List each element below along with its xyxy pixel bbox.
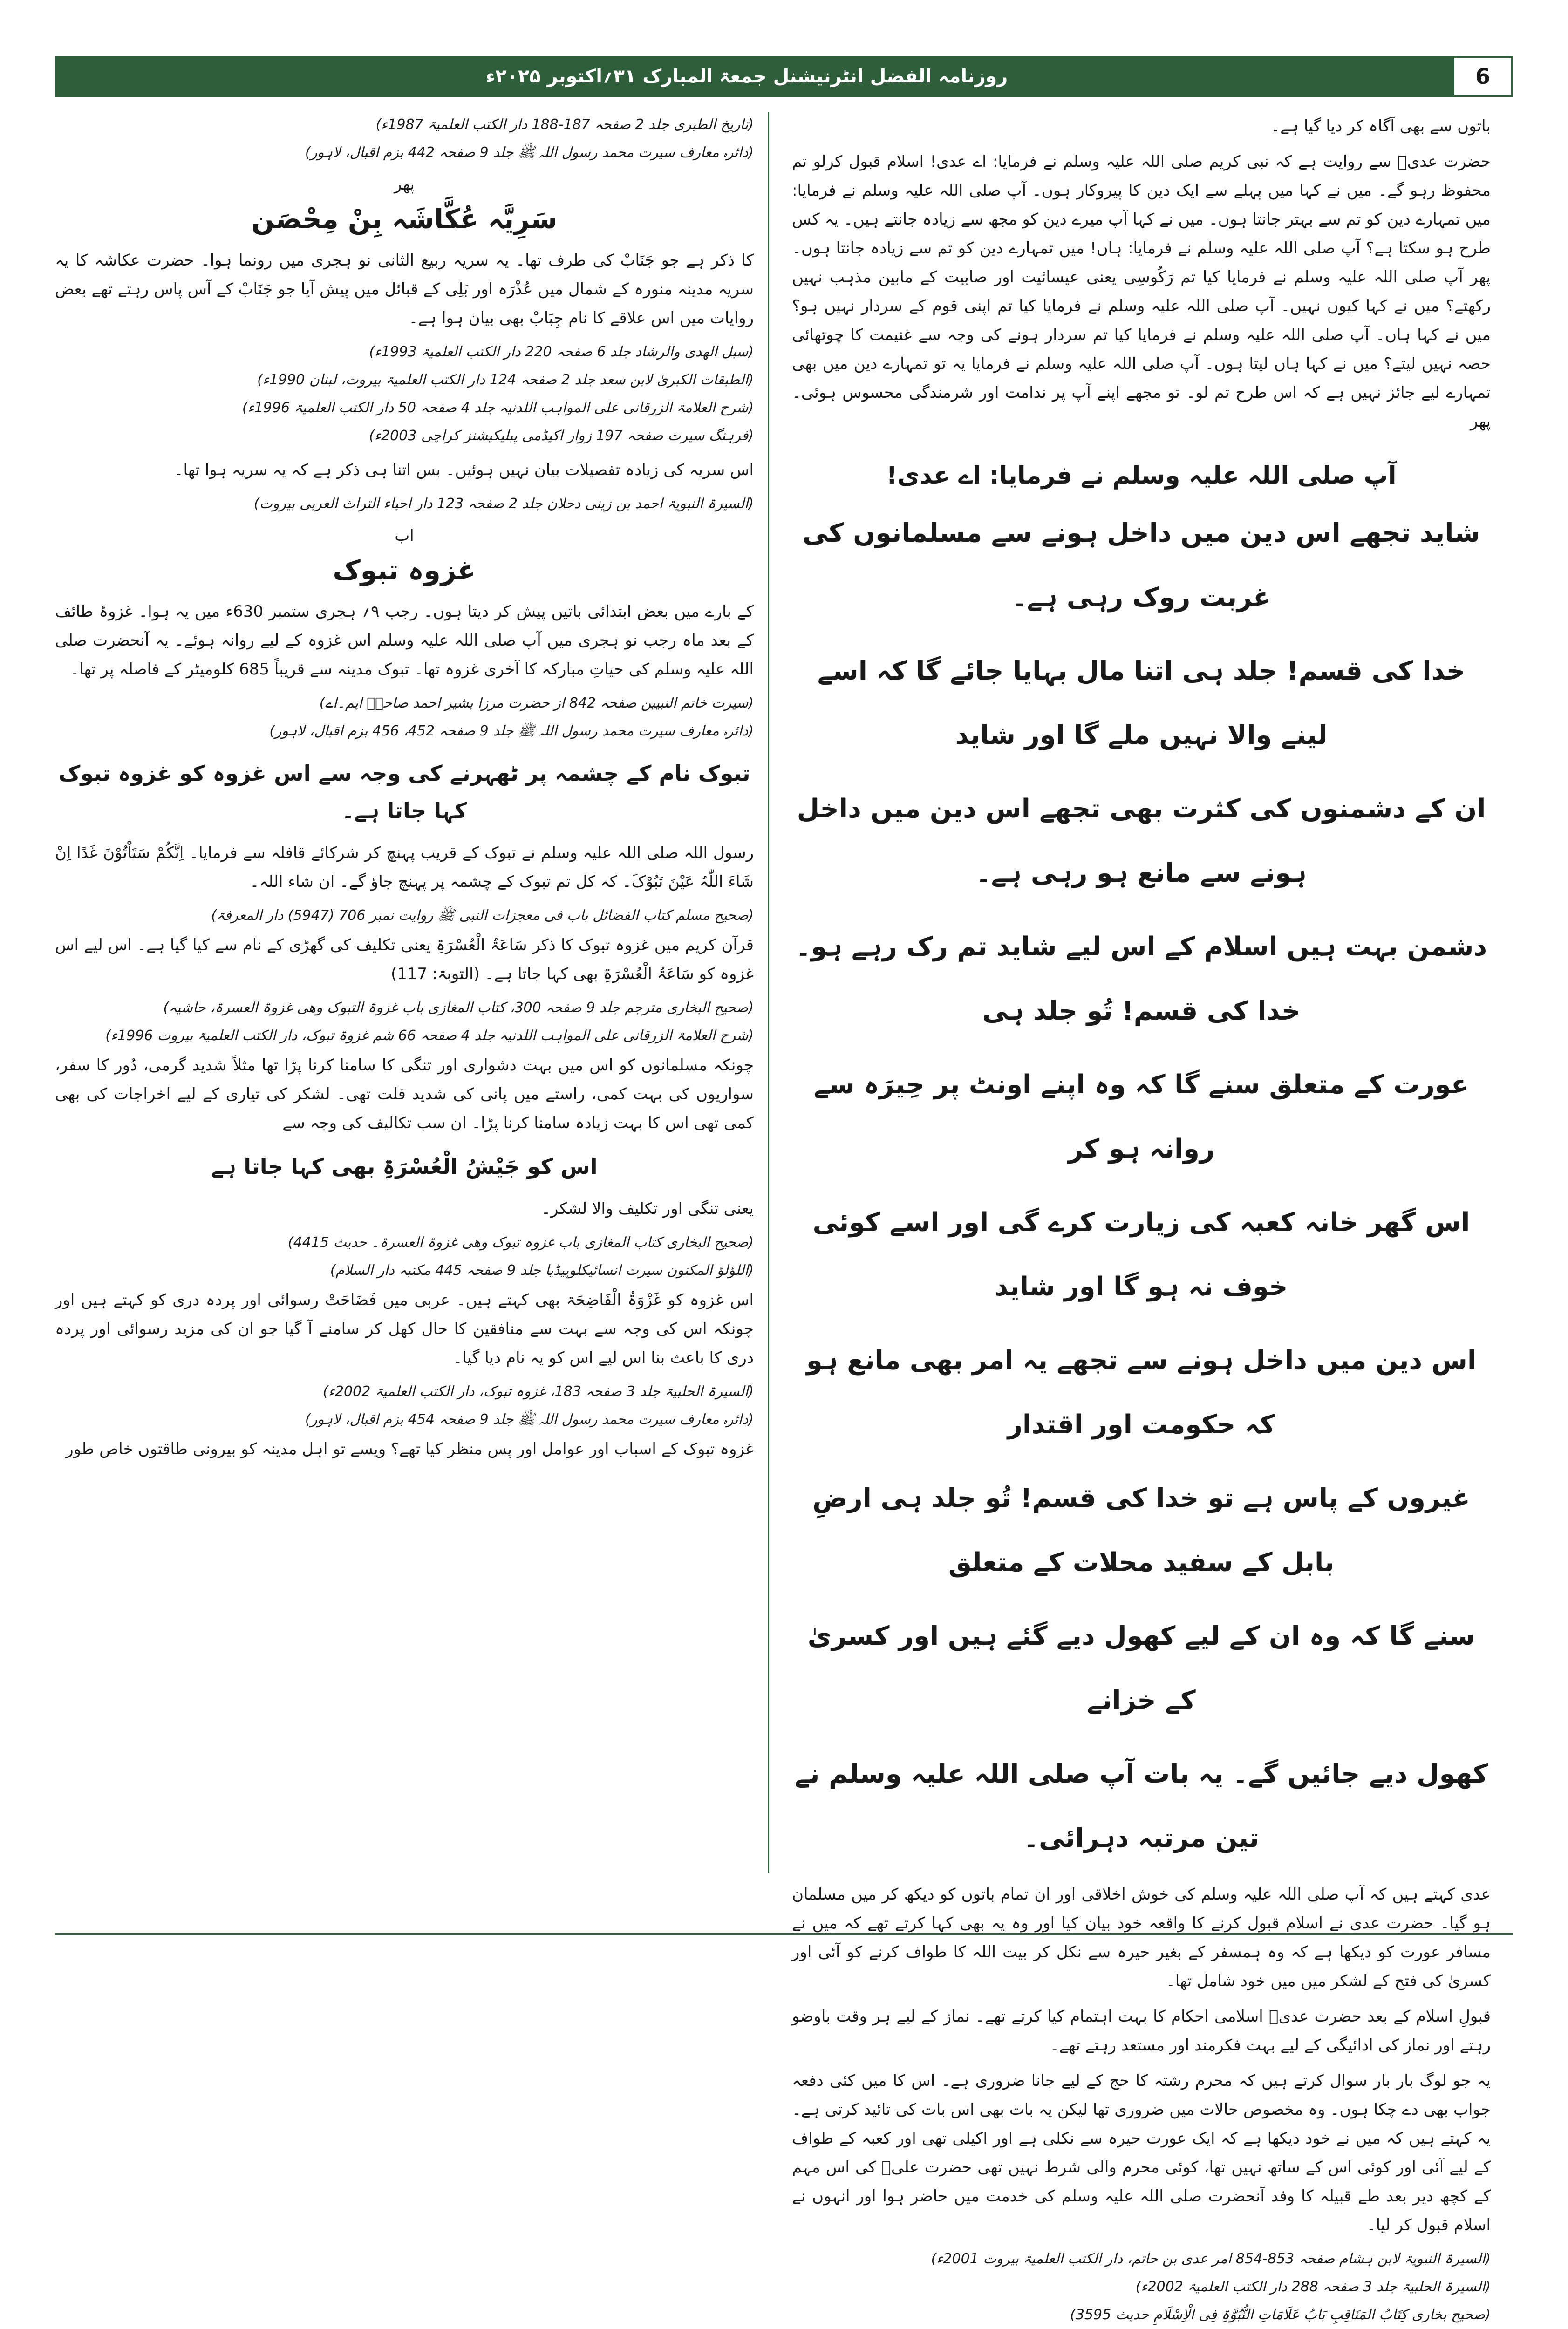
header-title: روزنامہ الفضل انٹرنیشنل جمعۃ المبارک ۳۱؍اکتوبر ۲۰۲۵ء <box>485 66 1008 87</box>
quote-line: ان کے دشمنوں کی کثرت بھی تجھے اس دین میں داخل ہونے سے مانع ہو رہی ہے۔ <box>797 794 1486 888</box>
right-para-2: عدی کہتے ہیں کہ آپ صلی اللہ علیہ وسلم کی خوش اخلاقی اور ان تمام باتوں کو دیکھ کر میں مسلمان ہو گیا۔ حضرت عدی نے اسلام قبول کرنے کا واقعہ خود بیان کیا اور وہ یہ بھی کہا کرتے تھے کہ میں نے مسافر عورت کو دیکھا ہے کہ وہ ہمسفر کے بغیر حیرہ سے نکل کر بیت اللہ کا طواف کرنے کو آئی اور کسریٰ کی فتح کے لشکر میں میں خود شامل تھا۔ <box>792 1885 1491 1990</box>
right-intro: باتوں سے بھی آگاہ کر دیا گیا ہے۔ <box>1271 117 1491 136</box>
right-para-3: قبولِ اسلام کے بعد حضرت عدیؓ اسلامی احکام کا بہت اہتمام کیا کرتے تھے۔ نماز کے لیے ہر وقت باوضو رہتے اور نماز کی ادائیگی کے لیے بہت فکرمند اور مستعد رہتے تھے۔ <box>792 2007 1491 2055</box>
right-column <box>792 112 1491 2329</box>
left-para-3: کے بارے میں بعض ابتدائی باتیں پیش کر دیتا ہوں۔ رجب ۹؍ ہجری ستمبر 630ء میں یہ ہوا۔ غزوۂ طائف کے بعد ماہ رجب نو ہجری میں آپ صلی اللہ علیہ وسلم اس غزوہ کے لیے روانہ ہوئے۔ یہ آنحضرت صلی اللہ علیہ وسلم کی حیاتِ مبارکہ کا آخری غزوہ تھا۔ تبوک مدینہ سے قریباً 685 کلومیٹر کے فاصلہ پر تھا۔ <box>55 602 754 679</box>
quote-line: شاید تجھے اس دین میں داخل ہونے سے مسلمانوں کی غربت روک رہی ہے۔ <box>802 518 1480 613</box>
reference: (دائرہ معارف سیرت محمد رسول اللہ ﷺ جلد 9 صفحہ 442 بزم اقبال، لاہور) <box>305 144 754 161</box>
subheading-tabuk-spring: تبوک نام کے چشمہ پر ٹھہرنے کی وجہ سے اس غزوہ کو غزوہ تبوک کہا جاتا ہے۔ <box>58 761 750 823</box>
quote-line: عورت کے متعلق سنے گا کہ وہ اپنے اونٹ پر حِیرَہ سے روانہ ہو کر <box>813 1069 1469 1164</box>
left-para-1: کا ذکر ہے جو جَنَابْ کی طرف تھا۔ یہ سریہ ربیع الثانی نو ہجری میں رونما ہوا۔ حضرت عکاشہ کا یہ سریہ مدینہ منورہ کے شمال میں عُذْرَہ اور بَلِی کے قبائل میں پیش آیا جو جَنَابْ کے آس پاس رہتے تھے بعض روایات میں اس علاقے کا نام جِبَابْ بھی بیان ہوا ہے۔ <box>55 251 754 327</box>
reference: (صحیح البخاری مترجم جلد 9 صفحہ 300، کتاب المغازی باب غزوۃ التبوک وھی غزوۃ العسرۃ، حاشیہ) <box>163 1000 754 1016</box>
reference: (شرح العلامۃ الزرقانی علی المواہب اللدنیہ جلد 4 صفحہ 50 دار الکتب العلمیۃ 1996ء) <box>242 400 754 416</box>
page-number: 6 <box>1452 56 1513 97</box>
reference: (صحیح البخاری کتاب المغازی باب غزوہ تبوک وھی غزوۃ العسرۃ۔ حدیث 4415) <box>288 1234 754 1251</box>
reference: (السیرۃ النبویۃ احمد بن زینی دحلان جلد 2 صفحہ 123 دار احیاء التراث العربی بیروت) <box>254 496 754 512</box>
newspaper-header <box>55 56 1513 97</box>
reference: (صحیح بخاری کِتَابُ المَنَاقِبِ بَابُ عَلَامَاتِ النُّبُوَّۃِ فِی الْاِسْلَامِ حدیث 3595) <box>1070 2307 1491 2323</box>
reference: (اللؤلؤ المکنون سیرت انسائیکلوپیڈیا جلد 9 صفحہ 445 مکتبہ دار السلام) <box>330 1262 754 1279</box>
reference: (السیرۃ الحلبیۃ جلد 3 صفحہ 183، غزوہ تبوک، دار الکتب العلمیۃ 2002ء) <box>323 1383 754 1400</box>
quote-heading: آپ صلی اللہ علیہ وسلم نے فرمایا: اے عدی! <box>886 462 1397 490</box>
quote-line: غیروں کے پاس ہے تو خدا کی قسم! تُو جلد ہی ارضِ بابل کے سفید محلات کے متعلق <box>812 1483 1470 1578</box>
reference: (سیرت خاتم النبیین صفحہ 842 از حضرت مرزا بشیر احمد صاحبؓ ایم۔اے) <box>319 695 754 711</box>
bottom-rule <box>55 1933 1513 1935</box>
quote-block <box>792 501 1491 1871</box>
section-title-sariyya: سَرِیَّہ عُکَّاشَہ بِنْ مِحْصَن <box>251 203 558 235</box>
column-divider <box>768 112 769 1873</box>
left-para-8: اس غزوہ کو غَزْوَۃُ الْفَاضِحَۃ بھی کہتے ہیں۔ عربی میں فَضَاحَتْ رسوائی اور پردہ دری کو کہتے ہیں اور چونکہ اس کی وجہ سے بہت سے منافقین کا حال کھل کر سامنے آ گیا جو ان کی مزید رسوائی اور پردہ دری کا باعث بنا اس لیے اس کو یہ نام دیا گیا۔ <box>55 1291 754 1367</box>
reference: (فرہنگ سیرت صفحہ 197 زوار اکیڈمی پبلیکیشنز کراچی 2003ء) <box>369 428 754 444</box>
reference: (السیرۃ الحلبیۃ جلد 3 صفحہ 288 دار الکتب العلمیۃ 2002ء) <box>1135 2279 1491 2295</box>
reference: (الطبقات الکبریٰ لابن سعد جلد 2 صفحہ 124 دار الکتب العلمیۃ بیروت، لبنان 1990ء) <box>257 372 754 388</box>
reference: (سبل الھدی والرشاد جلد 6 صفحہ 220 دار الکتب العلمیۃ 1993ء) <box>369 344 754 360</box>
reference: (شرح العلامۃ الزرقانی علی المواہب اللدنیہ جلد 4 صفحہ 66 شم غزوۃ تبوک، دار الکتب العلمیۃ بیروت 1996ء) <box>105 1028 754 1044</box>
reference: (دائرہ معارف سیرت محمد رسول اللہ ﷺ جلد 9 صفحہ 454 بزم اقبال، لاہور) <box>305 1411 754 1428</box>
section-title-tabuk: غزوہ تبوک <box>333 554 476 586</box>
section-marker: اب <box>395 526 414 545</box>
left-column <box>55 112 754 1470</box>
reference: (صحیح مسلم کتاب الفضائل باب فی معجزات النبی ﷺ روایت نمبر 706 (5947) دار المعرفۃ) <box>211 907 754 924</box>
reference: (تاریخ الطبری جلد 2 صفحہ 187-188 دار الکتب العلمیۃ 1987ء) <box>375 116 754 133</box>
left-para-5: قرآن کریم میں غزوہ تبوک کا ذکر سَاعَۃُ الْعُسْرَۃِ یعنی تکلیف کی گھڑی کے نام سے کیا گیا ہے۔ اس لیے اس غزوہ کو سَاعَۃُ الْعُسْرَۃِ بھی کہا جاتا ہے۔ (التوبۃ: 117) <box>55 936 754 983</box>
quote-line: خدا کی قسم! جلد ہی اتنا مال بہایا جائے گا کہ اسے لینے والا نہیں ملے گا اور شاید <box>817 656 1466 750</box>
left-para-4: رسول اللہ صلی اللہ علیہ وسلم نے تبوک کے قریب پہنچ کر شرکائے قافلہ سے فرمایا۔ اِنَّکُمْ سَتَاْتُوْنَ غَدًا اِنْ شَاءَ اللّٰہُ عَیْنَ تَبُوْکَ۔ کہ کل تم تبوک کے چشمہ پر پہنچ جاؤ گے۔ ان شاء اللہ۔ <box>55 844 754 891</box>
left-para-7: یعنی تنگی اور تکلیف والا لشکر۔ <box>541 1199 754 1218</box>
right-para-4: یہ جو لوگ بار بار سوال کرتے ہیں کہ محرم رشتہ کا حج کے لیے جانا ضروری ہے۔ اس کا میں کئی دفعہ جواب بھی دے چکا ہوں۔ وہ مخصوص حالات میں ضروری تھا لیکن یہ بات بھی اس بات کی تائید کرتی ہے۔ یہ کہتے ہیں کہ میں نے خود دیکھا ہے کہ ایک عورت حیرہ سے نکلی ہے اور اکیلی تھی اور کعبہ کے طواف کے لیے آئی اور کوئی اس کے ساتھ نہیں تھا، کوئی محرم والی شرط نہیں تھی حضرت علیؓ کی اس مہم کے کچھ دیر بعد طے قبیلہ کا وفد آنحضرت صلی اللہ علیہ وسلم کی خدمت میں حاضر ہوا اور انہوں نے اسلام قبول کر لیا۔ <box>792 2071 1491 2234</box>
reference: (السیرۃ النبویۃ لابن ہشام صفحہ 853-854 امر عدی بن حاتم، دار الکتب العلمیۃ بیروت 2001ء) <box>931 2251 1491 2267</box>
quote-line: کھول دیے جائیں گے۔ یہ بات آپ صلی اللہ علیہ وسلم نے تین مرتبہ دہرائی۔ <box>794 1759 1488 1853</box>
subheading-jaysh-usra: اس کو جَیْشُ الْعُسْرَۃِ بھی کہا جاتا ہے <box>211 1154 598 1179</box>
right-para-1: حضرت عدیؓ سے روایت ہے کہ نبی کریم صلی اللہ علیہ وسلم نے فرمایا: اے عدی! اسلام قبول کرلو تم محفوظ رہو گے۔ میں نے کہا میں پہلے سے ایک دین کا پیروکار ہوں۔ آپ صلی اللہ علیہ وسلم نے فرمایا: میں تمہارے دین کو تم سے بہتر جانتا ہوں۔ میں نے کہا آپ میرے دین کو مجھ سے زیادہ جانتے ہیں۔ یہ کس طرح ہو سکتا ہے؟ آپ صلی اللہ علیہ وسلم نے فرمایا: ہاں! میں تمہارے دین کو تم سے زیادہ جانتا ہوں۔ پھر آپ صلی اللہ علیہ وسلم نے فرمایا کیا تم رَکُوسِی یعنی عیسائیت اور صابیت کے مابین مذہب نہیں رکھتے؟ میں نے کہا کیوں نہیں۔ آپ صلی اللہ علیہ وسلم نے فرمایا کیا تم اپنی قوم کے سردار نہیں ہو؟ میں نے کہا ہاں۔ آپ صلی اللہ علیہ وسلم نے فرمایا کیا تم سردار ہونے کی وجہ سے غنیمت کا چوتھائی حصہ نہیں لیتے؟ میں نے کہا ہاں لیتا ہوں۔ آپ صلی اللہ علیہ وسلم نے فرمایا یہ تو تمہارے دین میں بھی تمہارے لیے جائز نہیں ہے کہ اس طرح تم لو۔ تو مجھے اپنے آپ پر ندامت اور شرمندگی محسوس ہوئی۔ پھر <box>792 152 1491 431</box>
quote-line: اس دین میں داخل ہونے سے تجھے یہ امر بھی مانع ہو کہ حکومت اور اقتدار <box>806 1345 1477 1440</box>
left-para-2: اس سریہ کی زیادہ تفصیلات بیان نہیں ہوئیں۔ بس اتنا ہی ذکر ہے کہ یہ سریہ ہوا تھا۔ <box>174 461 754 479</box>
quote-line: سنے گا کہ وہ ان کے لیے کھول دیے گئے ہیں اور کسریٰ کے خزانے <box>807 1621 1475 1716</box>
quote-line: دشمن بہت ہیں اسلام کے اس لیے شاید تم رک رہے ہو۔ خدا کی قسم! تُو جلد ہی <box>795 932 1487 1026</box>
left-para-9: غزوہ تبوک کے اسباب اور عوامل اور پس منظر کیا تھے؟ ویسے تو اہل مدینہ کو بیرونی طاقتوں خاص طور <box>66 1440 754 1458</box>
reference: (دائرہ معارف سیرت محمد رسول اللہ ﷺ جلد 9 صفحہ 452، 456 بزم اقبال، لاہور) <box>269 723 754 739</box>
quote-line: اس گھر خانہ کعبہ کی زیارت کرے گی اور اسے کوئی خوف نہ ہو گا اور شاید <box>812 1207 1470 1302</box>
section-marker: پھر <box>394 175 415 194</box>
left-para-6: چونکہ مسلمانوں کو اس میں بہت دشواری اور تنگی کا سامنا کرنا پڑا تھا مثلاً شدید گرمی، دُور کا سفر، سواریوں کی بہت کمی، راستے میں پانی کی شدید قلت تھی۔ لشکر کی تیاری کے لیے اخراجات کی بھی کمی تھی اس کا بہت زیادہ سامنا کرنا پڑا۔ ان سب تکالیف کی وجہ سے <box>55 1056 754 1132</box>
